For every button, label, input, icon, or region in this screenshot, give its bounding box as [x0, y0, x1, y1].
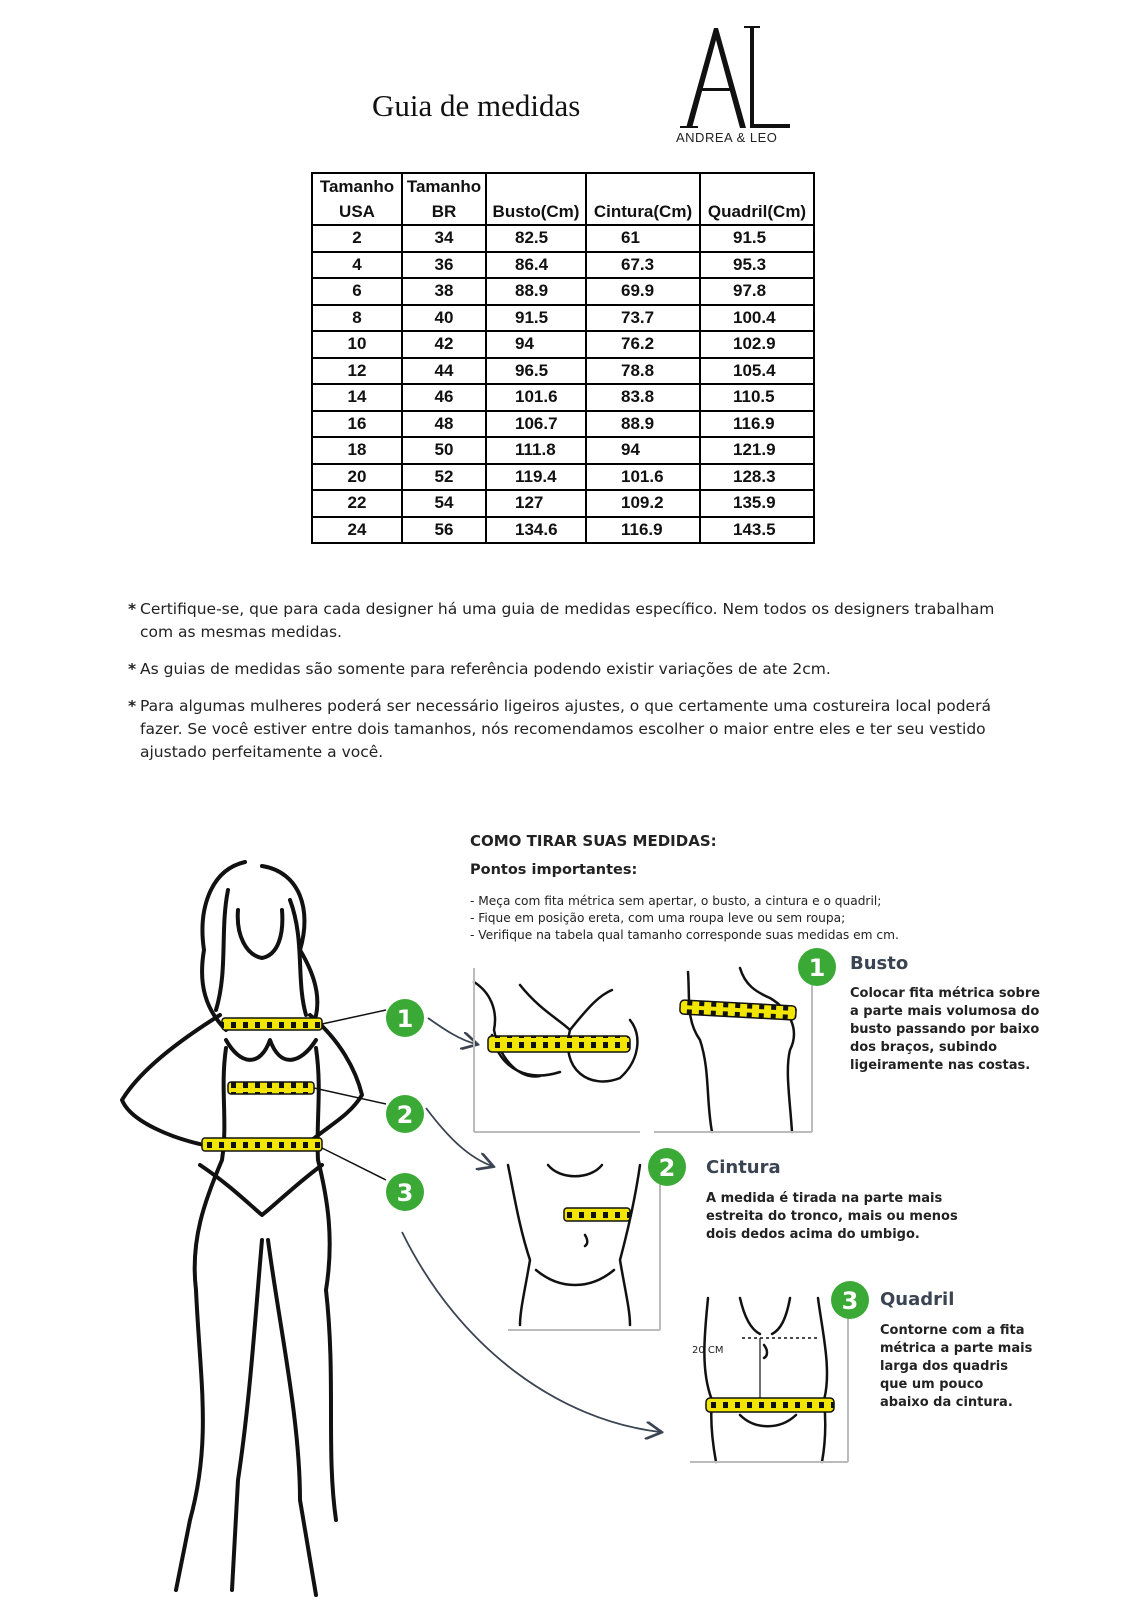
table-cell: 40 [402, 305, 486, 332]
header-bust: Busto(Cm) [486, 173, 586, 225]
table-cell: 91.5 [700, 225, 814, 252]
woman-figure [122, 862, 362, 1595]
section-hip-text: Contorne com a fita métrica a parte mais larga dos quadris que um pouco abaixo da cintura. [880, 1323, 1033, 1410]
svg-text:3: 3 [396, 1179, 414, 1207]
table-cell: 100.4 [700, 305, 814, 332]
svg-text:1: 1 [396, 1005, 414, 1033]
table-cell: 101.6 [586, 464, 700, 491]
table-cell: 111.8 [486, 437, 586, 464]
table-cell: 76.2 [586, 331, 700, 358]
table-cell: 8 [312, 305, 402, 332]
table-cell: 56 [402, 517, 486, 544]
table-cell: 127 [486, 490, 586, 517]
table-cell: 20 [312, 464, 402, 491]
badge-3 [386, 1173, 424, 1211]
table-cell: 88.9 [586, 411, 700, 438]
table-cell: 2 [312, 225, 402, 252]
table-cell: 4 [312, 252, 402, 279]
table-cell: 78.8 [586, 358, 700, 385]
table-cell: 67.3 [586, 252, 700, 279]
table-cell: 48 [402, 411, 486, 438]
table-cell: 16 [312, 411, 402, 438]
hip-tape [202, 1138, 322, 1151]
header-hip: Quadril(Cm) [700, 173, 814, 225]
badge-1 [386, 999, 424, 1037]
tip-item: - Verifique na tabela qual tamanho corresponde suas medidas em cm. [470, 928, 899, 942]
table-cell: 119.4 [486, 464, 586, 491]
table-cell: 38 [402, 278, 486, 305]
header-size-br: Tamanho BR [402, 173, 486, 225]
section-hip-title: Quadril [880, 1289, 955, 1310]
table-cell: 135.9 [700, 490, 814, 517]
how-to-title: COMO TIRAR SUAS MEDIDAS: [470, 832, 717, 850]
bust-front-illustration [474, 982, 637, 1081]
badge-1-detail [798, 948, 836, 986]
table-cell: 116.9 [700, 411, 814, 438]
table-cell: 10 [312, 331, 402, 358]
svg-text:1: 1 [808, 954, 826, 982]
brand-name: ANDREA & LEO [676, 130, 778, 145]
note-item: * Certifique-se, que para cada designer há uma guia de medidas específico. Nem todos os designers trabalham com as mesmas medidas. [128, 600, 995, 641]
note-item: * Para algumas mulheres poderá ser necessário ligeiros ajustes, o que certamente uma costureira local poderá fazer. Se você estiver entre dois tamanhos, nós recomendamos escolher o maior entre eles e ter seu vestido ajustado perfeitamente a você. [128, 697, 991, 761]
table-cell: 14 [312, 384, 402, 411]
section-bust-text: Colocar fita métrica sobre a parte mais volumosa do busto passando por baixo dos braços, subindo ligeiramente nas costas. [850, 986, 1041, 1073]
tip-item: - Meça com fita métrica sem apertar, o busto, a cintura e o quadril; [470, 894, 882, 908]
table-cell: 69.9 [586, 278, 700, 305]
table-cell: 91.5 [486, 305, 586, 332]
tip-item: - Fique em posição ereta, com uma roupa leve ou sem roupa; [470, 911, 846, 925]
section-waist-text: A medida é tirada na parte mais estreita do tronco, mais ou menos dois dedos acima do umbigo. [706, 1191, 958, 1242]
table-cell: 101.6 [486, 384, 586, 411]
section-bust-title: Busto [850, 953, 909, 974]
header-waist: Cintura(Cm) [586, 173, 700, 225]
badge-2 [386, 1095, 424, 1133]
badge-2-detail [648, 1148, 686, 1186]
table-cell: 86.4 [486, 252, 586, 279]
table-cell: 24 [312, 517, 402, 544]
hip-illustration [704, 1298, 827, 1462]
table-cell: 102.9 [700, 331, 814, 358]
table-cell: 106.7 [486, 411, 586, 438]
table-cell: 44 [402, 358, 486, 385]
table-cell: 6 [312, 278, 402, 305]
table-cell: 61 [586, 225, 700, 252]
table-cell: 110.5 [700, 384, 814, 411]
page-title: Guia de medidas [372, 88, 581, 123]
svg-text:3: 3 [841, 1287, 859, 1315]
section-waist-title: Cintura [706, 1157, 781, 1178]
table-cell: 143.5 [700, 517, 814, 544]
table-cell: 97.8 [700, 278, 814, 305]
table-cell: 22 [312, 490, 402, 517]
svg-text:2: 2 [658, 1154, 676, 1182]
table-cell: 18 [312, 437, 402, 464]
table-cell: 36 [402, 252, 486, 279]
bust-side-illustration [688, 968, 794, 1132]
table-cell: 50 [402, 437, 486, 464]
badge-3-detail [831, 1281, 869, 1319]
table-cell: 52 [402, 464, 486, 491]
waist-illustration [508, 1165, 640, 1325]
table-cell: 54 [402, 490, 486, 517]
table-cell: 121.9 [700, 437, 814, 464]
table-cell: 34 [402, 225, 486, 252]
table-cell: 12 [312, 358, 402, 385]
table-cell: 94 [486, 331, 586, 358]
table-cell: 134.6 [486, 517, 586, 544]
table-cell: 94 [586, 437, 700, 464]
note-item: * As guias de medidas são somente para referência podendo existir variações de ate 2cm. [128, 660, 831, 678]
table-cell: 96.5 [486, 358, 586, 385]
table-cell: 42 [402, 331, 486, 358]
header-size-usa: Tamanho USA [312, 173, 402, 225]
hip-offset-label: 20 CM [692, 1345, 724, 1356]
table-cell: 128.3 [700, 464, 814, 491]
table-cell: 82.5 [486, 225, 586, 252]
svg-text:2: 2 [396, 1101, 414, 1129]
table-cell: 116.9 [586, 517, 700, 544]
waist-tape [228, 1082, 314, 1094]
table-cell: 105.4 [700, 358, 814, 385]
table-cell: 88.9 [486, 278, 586, 305]
table-cell: 73.7 [586, 305, 700, 332]
table-cell: 95.3 [700, 252, 814, 279]
table-cell: 83.8 [586, 384, 700, 411]
bust-tape [222, 1018, 322, 1030]
how-to-subtitle: Pontos importantes: [470, 862, 638, 878]
table-cell: 109.2 [586, 490, 700, 517]
table-cell: 46 [402, 384, 486, 411]
